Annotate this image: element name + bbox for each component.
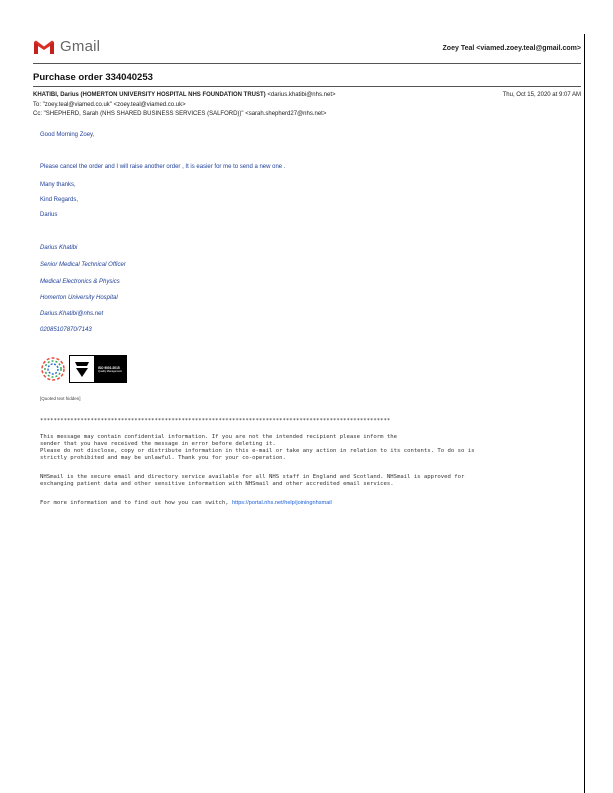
thanks-line: Many thanks, [40, 182, 76, 188]
gmail-wordmark: Gmail [60, 38, 101, 55]
account-email: Zoey Teal <viamed.zoey.teal@gmail.com> [442, 45, 581, 52]
greeting: Good Morning Zoey, [40, 132, 95, 138]
disclaimer-line-3: Please do not disclose, copy or distribute information in this e-mail or take any action in relation to its contents. To do so is [40, 448, 475, 454]
sender-address: <darius.khatibi@nhs.net> [267, 92, 336, 98]
cc-line: Cc: "SHEPHERD, Sarah (NHS SHARED BUSINESS SERVICES (SALFORD))" <sarah.shepherd27@nhs.net> [33, 111, 327, 117]
email-subject: Purchase order 334040253 [33, 72, 153, 83]
message-body: Please cancel the order and I will raise another order , It is easier for me to send a new one . [40, 164, 286, 170]
disclaimer-line-4: strictly prohibited and may be unlawful. Thank you for your co-operation. [40, 455, 286, 461]
crown-mark-icon [70, 357, 94, 381]
regards-line: Kind Regards, [40, 197, 79, 203]
more-info-text: For more information and to find out how you can switch, [40, 500, 232, 506]
sender-first-name: Darius [40, 212, 58, 218]
sender-line [33, 91, 581, 101]
disclaimer-line-1: This message may contain confidential information. If you are not the intended recipient please inform the [40, 434, 397, 440]
footer-separator: ******************************************************************************************************** [40, 418, 391, 424]
signature-title: Senior Medical Technical Officer [40, 262, 126, 268]
to-line: To: "zoey.teal@viamed.co.uk" <zoey.teal@viamed.co.uk> [33, 101, 186, 108]
page-right-border [584, 34, 585, 793]
email-date: Thu, Oct 15, 2020 at 9:07 AM [502, 92, 581, 98]
nhsmail-line-2: exchanging patient data and other sensitive information with NHSmail and other accredited email services. [40, 481, 394, 487]
more-info-line [40, 500, 332, 507]
nhsmail-line-1: NHSmail is the secure email and directory service available for all NHS staff in England and Scotland. NHSmail is approved for [40, 474, 465, 480]
nhsmail-joining-link[interactable]: https://portal.nhs.net/help/joiningnhsmail [231, 500, 332, 506]
signature-name: Darius Khatibi [40, 245, 78, 251]
signature-org: Homerton University Hospital [40, 295, 118, 301]
gmail-logo[interactable] [33, 38, 100, 55]
disclaimer-line-2: sender that you have received the message in error before deleting it. [40, 441, 276, 447]
gmail-header [33, 38, 581, 60]
iso-standard: ISO 9001:2015 [98, 365, 120, 370]
rainbow-logo-icon [40, 356, 66, 382]
subject-divider [33, 86, 581, 87]
signature-phone: 02085107870/7143 [40, 327, 92, 333]
iso-subtitle: Quality Management [98, 369, 122, 373]
signature-dept: Medical Electronics & Physics [40, 279, 120, 285]
email-meta [33, 91, 581, 120]
iso-certification-badge [69, 355, 127, 383]
certification-badges [40, 355, 127, 383]
signature-email[interactable]: Darius.Khatibi@nhs.net [40, 311, 104, 317]
header-divider [33, 63, 581, 64]
quoted-text-toggle[interactable]: [Quoted text hidden] [40, 396, 81, 401]
gmail-m-icon [33, 39, 55, 55]
sender-name: KHATIBI, Darius (HOMERTON UNIVERSITY HOSPITAL NHS FOUNDATION TRUST) [33, 92, 266, 98]
